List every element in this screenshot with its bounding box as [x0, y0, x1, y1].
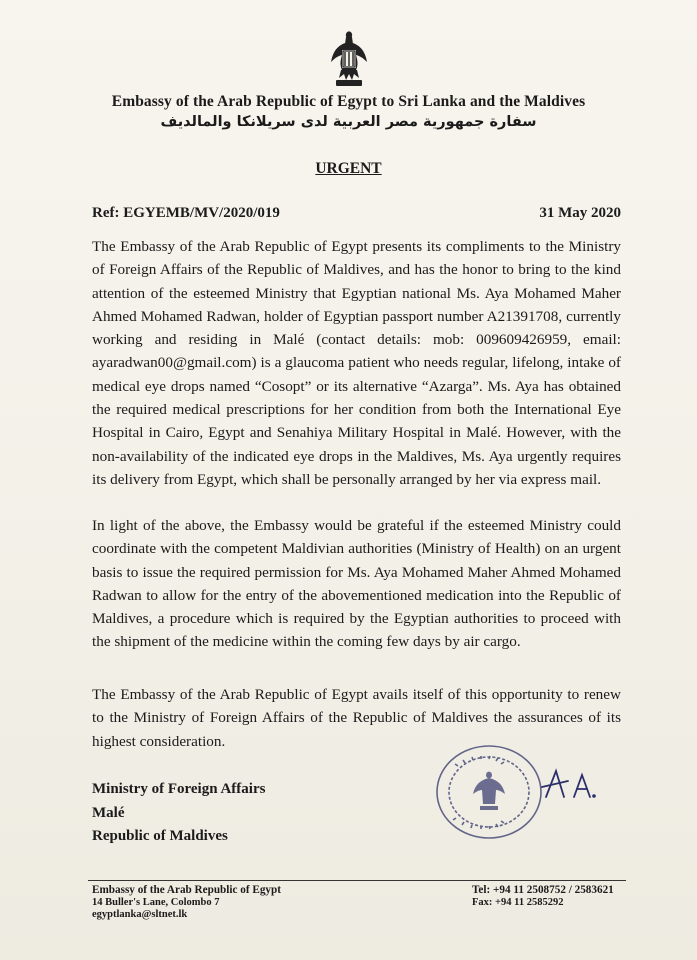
footer-fax: Fax: +94 11 2585292 [472, 896, 564, 908]
footer-contact-block [472, 884, 614, 909]
addressee-line-city: Malé [92, 804, 125, 821]
addressee-line-country: Republic of Maldives [92, 828, 228, 844]
addressee-block [92, 778, 265, 849]
letter-date: 31 May 2020 [539, 205, 621, 221]
embassy-title-english: Embassy of the Arab Republic of Egypt to Sri Lanka and the Maldives [111, 93, 586, 110]
footer-email: egyptlanka@sltnet.lk [92, 909, 188, 920]
reference-number: Ref: EGYEMB/MV/2020/019 [92, 205, 280, 221]
paragraph-1: The Embassy of the Arab Republic of Egypt presents its compliments to the Ministry of Foreign Affairs of the Republic of Maldives, and has the honor to bring to the kind attention of the esteemed Ministry that Egyptian national Ms. Aya Mohamed Maher Ahmed Mohamed Radwan, holder of Egyptian passport number A21391708, currently working and residing in Malé (contact details: mob: 009609426959, email: ayaradwan00@gmail.com) is a glaucoma patient who needs regular, lifelong, intake of medical eye drops named “Cosopt” or its alternative “Azarga”. Ms. Aya has obtained the required medical prescriptions for her condition from both the International Eye Hospital in Cairo, Egypt and Senahiya Military Hospital in Malé. However, with the non-availability of the indicated eye drops in the Maldives, Ms. Aya urgently requires its delivery from Egypt, which shall be personally arranged by her via express mail. [92, 238, 621, 488]
urgent-heading: URGENT [315, 160, 382, 177]
embassy-title-arabic: سفارة جمهورية مصر العربية لدى سريلانكا والمالديف [160, 114, 537, 130]
addressee-line-ministry: Ministry of Foreign Affairs [92, 781, 266, 797]
footer-divider [88, 880, 626, 881]
paragraph-3: The Embassy of the Arab Republic of Egypt avails itself of this opportunity to renew to the Ministry of Foreign Affairs of the Republic of Maldives the assurances of its highest consideration. [92, 686, 621, 750]
handwritten-signature-icon [540, 767, 596, 803]
footer-embassy-name: Embassy of the Arab Republic of Egypt [92, 884, 281, 896]
footer-telephone: Tel: +94 11 2508752 / 2583621 [472, 884, 614, 896]
footer-street-address: 14 Buller's Lane, Colombo 7 [92, 896, 220, 908]
embassy-seal-stamp-icon [433, 742, 551, 842]
footer-address-block [92, 884, 281, 922]
eagle-crest-icon [329, 28, 369, 90]
paragraph-2: In light of the above, the Embassy would be grateful if the esteemed Ministry could coordinate with the competent Maldivian authorities (Ministry of Health) on an urgent basis to issue the required permission for Ms. Aya Mohamed Maher Ahmed Mohamed Radwan to allow for the entry of the abovementioned medication into the Republic of Maldives, a procedure which is required by the Egyptian authorities to proceed with the shipment of the medicine within the coming few days by air cargo. [92, 517, 621, 651]
